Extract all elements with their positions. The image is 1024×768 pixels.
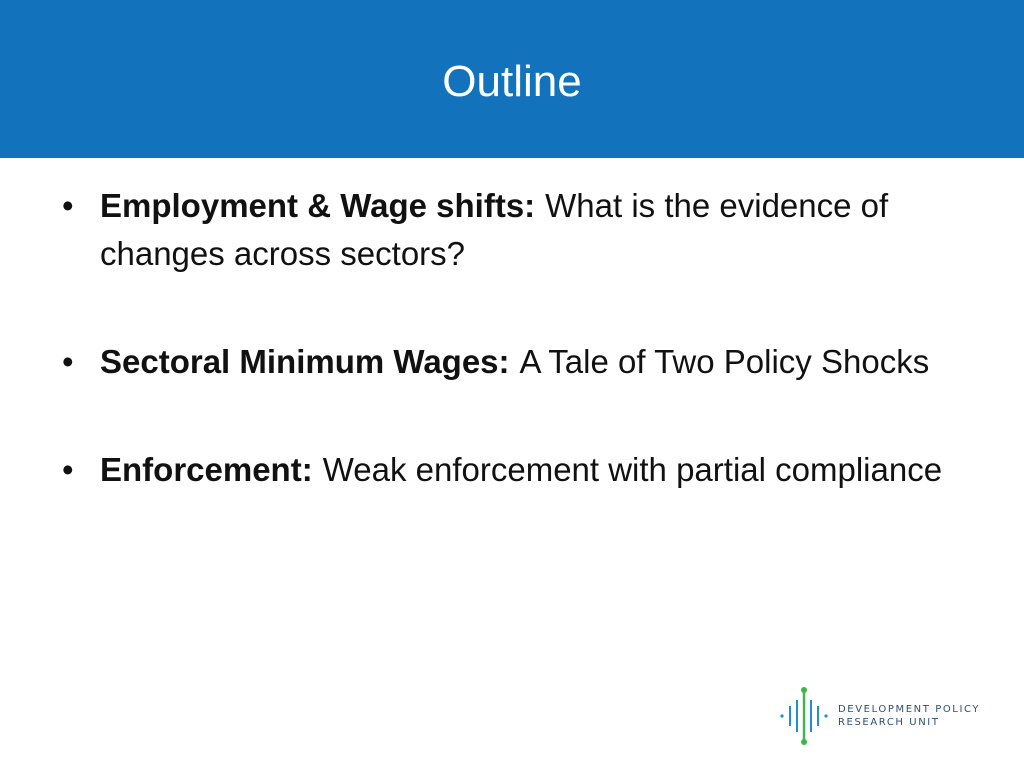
bullet-term: Sectoral Minimum Wages: [100, 343, 510, 380]
bullet-term: Enforcement: [100, 451, 313, 488]
bullet-item-enforcement [56, 446, 956, 494]
bullet-dot: • [62, 343, 74, 380]
bullet-item-minimum-wages [56, 338, 956, 386]
dpru-bars-logo-icon [778, 684, 830, 748]
logo-line-1: DEVELOPMENT POLICY [838, 704, 981, 715]
bullet-dot: • [62, 187, 74, 224]
bullet-term: Employment & Wage shifts: [100, 187, 536, 224]
bullet-item-employment [56, 182, 956, 278]
logo-text [838, 703, 980, 729]
dpru-logo [778, 684, 990, 748]
bullet-dot: • [62, 451, 74, 488]
logo-line-2: RESEARCH UNIT [838, 717, 940, 728]
bullet-text: A Tale of Two Policy Shocks [519, 343, 930, 380]
header-band [0, 0, 1024, 158]
slide-title: Outline [442, 57, 582, 106]
bullet-list [56, 182, 956, 554]
bullet-text: What is the evidence of changes across sectors? [100, 187, 889, 272]
bullet-text: Weak enforcement with partial compliance [322, 451, 943, 488]
